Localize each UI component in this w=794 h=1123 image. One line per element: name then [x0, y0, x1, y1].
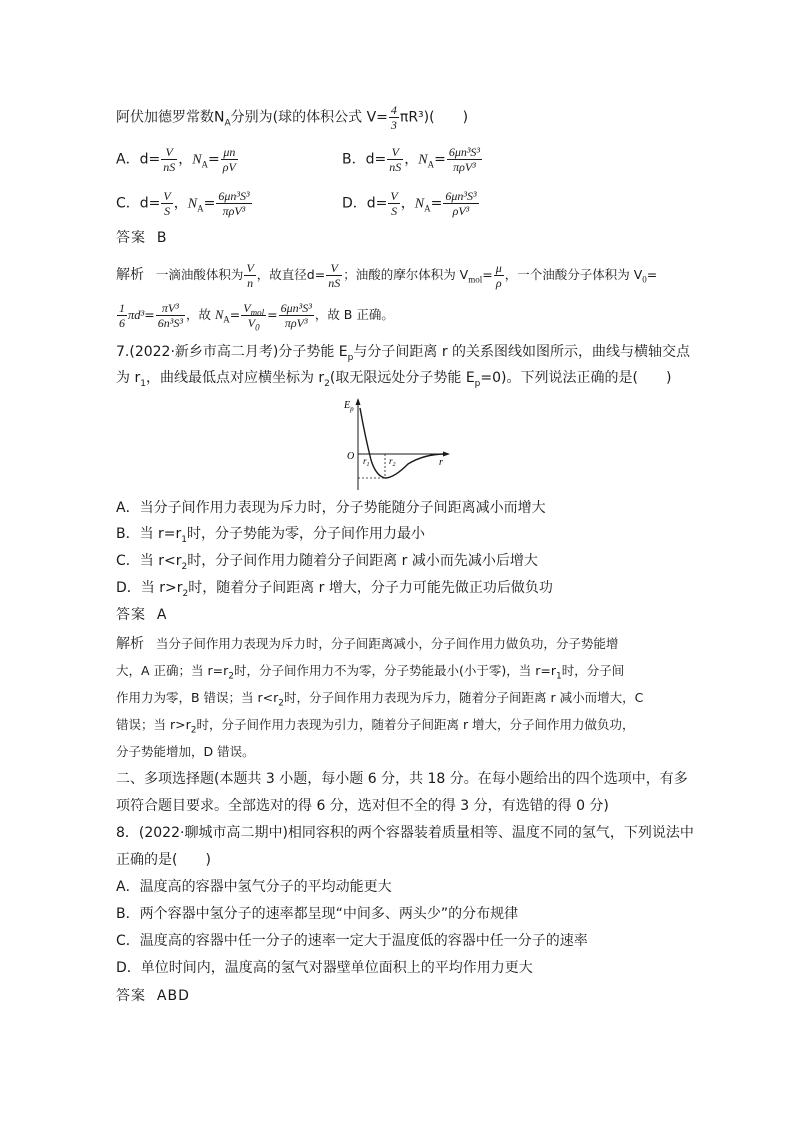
q7-answer-label: 答案: [116, 607, 146, 623]
frac: $\frac{V_{mol}}{V_0}$: [243, 301, 265, 333]
q8-option-b: B．两个容器中氢分子的速率都呈现“中间多、两头少”的分布规律: [116, 906, 519, 922]
y-axis-arrow: [356, 398, 361, 405]
q7-stem-line2: 为 $r_1$，曲线最低点对应横坐标为 $r_2$(取无限远处分子势能 $E_p=0$)。下列说法正确的是( ): [116, 370, 672, 389]
frac: $\frac{\text{6μn³S³}}{\text{πρV³}}$: [218, 189, 250, 218]
q6-option-c: C．d= $\frac{V}{S}$ ，$N_A=$ $\frac{\text{6μn³S³}}{\text{πρV³}}$: [116, 189, 250, 218]
q7-exp-text: 时，分子间作用力表现为斥力，随着分子间距离 r 减小而增大，C: [284, 690, 644, 705]
q6-frac-num: 4: [390, 103, 397, 117]
q7-exp-text: 作用力为零，B 错误；当 r<r: [116, 690, 279, 705]
frac: $\frac{V}{nS}$: [328, 261, 341, 290]
section2-heading-line2: 项符合题目要求。全部选对的得 6 分，选对但不全的得 3 分，有选错的得 0 分): [116, 798, 609, 814]
q7-option-d: D．当 $r>r_2$时，随着分子间距离 r 增大，分子力可能先做正功后做负功: [116, 580, 553, 599]
q7-option-c: C．当 $r<r_2$时，分子间作用力随着分子间距离 r 减小而先减小后增大: [116, 553, 538, 572]
q8-option-d: D．单位时间内，温度高的氢气对器壁单位面积上的平均作用力更大: [116, 960, 533, 976]
frac: $\frac{V}{nS}$: [163, 145, 176, 174]
q6-answer-label: 答案: [116, 230, 146, 246]
q8-answer-value: ABD: [156, 988, 190, 1004]
exp-text: ，一个油酸分子体积为 V: [504, 267, 643, 282]
q7-exp-label: 解析: [116, 636, 144, 652]
q7-text: =0)。下列说法正确的是( ): [480, 370, 672, 386]
q6-option-a-label: A．d=: [116, 151, 161, 168]
q6-answer-value: B: [156, 230, 168, 246]
q6-answer: [116, 228, 168, 248]
q6-stem-tail: πR³)( ): [399, 109, 469, 126]
frac: $\frac{\text{6μn³S³}}{\text{πρV³}}$: [448, 145, 481, 174]
q7-explanation-line4: 错误；当 $r>r_2$时，分子间作用力表现为引力，随着分子间距离 r 增大，分子间作用力做负功，: [116, 717, 635, 736]
q7-stem-line1: 7.(2022·新乡市高二月考)分子势能 $E_p$与分子间距离 r 的关系图线如图所示，曲线与横轴交点: [116, 344, 691, 363]
q7-exp-text: 时，分子间作用力表现为引力，随着分子间距离 r 增大，分子间作用力做负功，: [196, 717, 635, 732]
q7-exp-text: 错误；当 r>r: [116, 717, 191, 732]
q7-text: 7.(2022·新乡市高二月考)分子势能 E: [116, 344, 348, 360]
frac: $\frac{\mu n}{\rho V}$: [222, 145, 236, 174]
q6-explanation-line1: 解析 一滴油酸体积为 $\frac{V}{n}$ ，故直径d= $\frac{V}{nS}$ ；油酸的摩尔体积为 $V_{mol}=$ $\frac{\mu}{\rho}$ ，一个油酸分子体积为 $V_0=$: [116, 261, 658, 290]
q6-stem-text: 阿伏加德罗常数N: [116, 109, 225, 126]
frac: $\frac{\text{6μn³S³}}{\text{ρV³}}$: [445, 189, 477, 218]
exp-text: ；油酸的摩尔体积为 V: [343, 267, 469, 282]
q7-exp-text: 时，分子间: [561, 663, 625, 678]
q7-exp-text: 当分子间作用力表现为斥力时，分子间距离减小，分子间作用力做负功，分子势能增: [155, 636, 619, 651]
q6-stem-rest: 分别为(球的体积公式 V=: [230, 109, 388, 126]
q8-stem-line1: 8．(2022·聊城市高二期中)相同容积的两个容器装着质量相等、温度不同的氢气，下列说法中: [116, 825, 694, 841]
section2-heading-line1: 二、多项选择题(本题共 3 小题，每小题 6 分，共 18 分。在每小题给出的四个选项中，有多: [116, 771, 688, 787]
q7-potential-energy-graph: [338, 396, 452, 492]
q7-explanation-line1: [116, 634, 618, 654]
exp-text: =: [646, 267, 658, 282]
frac: $\frac{\text{6μn³S³}}{\text{πρV³}}$: [280, 301, 312, 330]
q6-stem-sub: A: [224, 118, 231, 129]
q6-exp-label: 解析: [116, 267, 144, 283]
r2-label: $r_2$: [389, 456, 396, 468]
frac: $\frac{V}{S}$: [163, 189, 171, 218]
q7-exp-text: 时，分子间作用力不为零，分子势能最小(小于零)，当 r=r: [234, 663, 556, 678]
exp-text: =: [482, 267, 493, 282]
q7-option-b: B．当 $r=r_1$时，分子势能为零，分子间作用力最小: [116, 526, 426, 545]
origin-label: O: [347, 451, 355, 462]
q7-text: 时，分子间作用力随着分子间距离 r 减小而先减小后增大: [187, 553, 538, 569]
q7-text: (取无限远处分子势能 E: [329, 370, 475, 386]
q8-option-a: A．温度高的容器中氢气分子的平均动能更大: [116, 879, 392, 895]
exp-text: 一滴油酸体积为: [155, 267, 244, 282]
q7-text: B．当 r=r: [116, 526, 182, 542]
q6-option-b-label: B．d=: [342, 151, 387, 168]
q8-stem-line2: 正确的是( ): [116, 852, 211, 868]
q6-option-b: B．d= $\frac{V}{nS}$ ，$N_A=$ $\frac{\text{6μn³S³}}{\text{πρV³}}$: [342, 145, 481, 174]
q6-option-d: D．d= $\frac{V}{S}$ ，$N_A=$ $\frac{\text{6μn³S³}}{\text{ρV³}}$: [342, 189, 477, 218]
q7-option-a: A．当分子间作用力表现为斥力时，分子势能随分子间距离减小而增大: [116, 500, 546, 516]
q7-answer-value: A: [156, 607, 168, 623]
q6-option-c-label: C．d=: [116, 195, 161, 212]
q6-stem: [116, 104, 468, 131]
q7-text: 为 r: [116, 370, 141, 386]
q8-option-c: C．温度高的容器中任一分子的速率一定大于温度低的容器中任一分子的速率: [116, 933, 588, 949]
r1-label: $r_1$: [363, 456, 370, 468]
q7-text: 时，分子势能为零，分子间作用力最小: [187, 526, 426, 542]
q7-explanation-line2: 大，A 正确；当 $r=r_2$时，分子间作用力不为零，分子势能最小(小于零)，当 $r=r_1$时，分子间: [116, 663, 625, 682]
exp-text: ，故 B 正确。: [314, 307, 394, 322]
q7-answer: [116, 605, 167, 625]
q7-exp-text: 大，A 正确；当 r=r: [116, 663, 229, 678]
q7-text: 与分子间距离 r 的关系图线如图所示，曲线与横轴交点: [353, 344, 691, 360]
q6-frac-den: 3: [390, 118, 397, 132]
exp-text: ，故直径d=: [256, 267, 326, 282]
frac: $\frac{\mu}{\rho}$: [495, 261, 502, 290]
q6-option-a: A．d= $\frac{V}{nS}$ ，$N_A=$ $\frac{\mu n}{\rho V}$: [116, 145, 236, 174]
q8-answer-label: 答案: [116, 988, 146, 1004]
q7-text: D．当 r>r: [116, 580, 183, 596]
x-axis-label: r: [439, 457, 443, 468]
frac: $\frac{\text{πV³}}{\text{6n³S³}}$: [157, 301, 183, 330]
q7-text: 时，随着分子间距离 r 增大，分子力可能先做正功后做负功: [188, 580, 553, 596]
frac: $\frac{V}{S}$: [390, 189, 398, 218]
frac: $\frac{1}{6}$: [119, 301, 125, 330]
q7-explanation-line5: 分子势能增加，D 错误。: [116, 744, 255, 759]
y-axis-label: $E_p$: [344, 400, 354, 413]
q7-text: C．当 r<r: [116, 553, 182, 569]
q8-answer: [116, 986, 190, 1006]
frac: $\frac{V}{n}$: [246, 261, 254, 290]
q6-explanation-line2: $\frac{1}{6}$ πd³= $\frac{\text{πV³}}{\text{6n³S³}}$ ，故 $N_A=$ $\frac{V_{mol}}{V_0}$ = $\frac{\text{6μn³S³}}{\text{πρV³}}$ ，故 B 正确。: [119, 301, 394, 333]
q6-option-d-label: D．d=: [342, 195, 388, 212]
frac: $\frac{V}{nS}$: [389, 145, 402, 174]
q7-explanation-line3: 作用力为零，B 错误；当 $r<r_2$时，分子间作用力表现为斥力，随着分子间距离 r 减小而增大，C: [116, 690, 644, 709]
q7-text: ，曲线最低点对应横坐标为 r: [145, 370, 325, 386]
potential-curve: [360, 408, 446, 478]
q6-stem-fraction: [389, 104, 399, 131]
